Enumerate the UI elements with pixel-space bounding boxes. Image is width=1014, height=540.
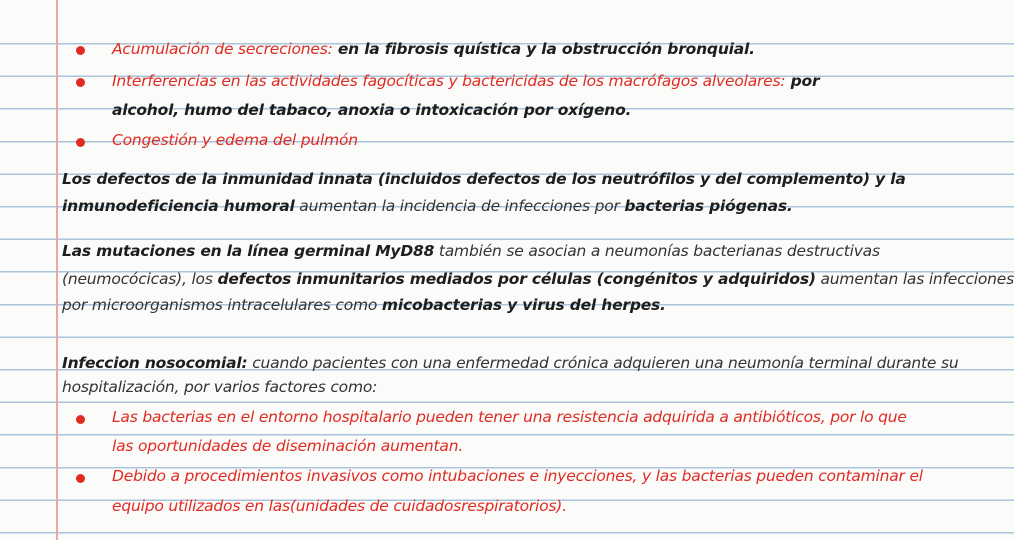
paragraph-myd88-line3	[62, 296, 666, 314]
text-segment: cuando pacientes con una enfermedad crónica adquieren una neumonía terminal durante su	[247, 354, 959, 372]
bullet-dot	[76, 138, 85, 147]
paragraph-nosocomial-line2: hospitalización, por varios factores como:	[62, 378, 378, 396]
paragraph-myd88-line2	[62, 270, 1014, 288]
text-segment: (neumocócicas), los	[62, 270, 218, 288]
term-myd88: Las mutaciones en la línea germinal MyD88	[62, 242, 435, 260]
bullet-hospitalario-line2: las oportunidades de diseminación aumentan.	[112, 437, 464, 455]
bullet-dot	[76, 78, 85, 87]
bullet-macrofagos-continuation: alcohol, humo del tabaco, anoxia o intoxicación por oxígeno.	[112, 101, 632, 119]
paragraph-myd88-line1	[62, 242, 880, 260]
term-defectos-celulares: defectos inmunitarios mediados por células (congénitos y adquiridos)	[217, 270, 816, 288]
term-humoral: inmunodeficiencia humoral	[62, 197, 295, 215]
bullet-macrofagos	[112, 72, 819, 90]
bullet-text: en la fibrosis quística y la obstrucción bronquial.	[332, 40, 755, 58]
paragraph-nosocomial-line1	[62, 354, 958, 372]
term-micobacterias: micobacterias y virus del herpes.	[381, 296, 666, 314]
bullet-congestion: Congestión y edema del pulmón	[112, 131, 358, 149]
text-segment: aumentan las infecciones	[815, 270, 1014, 288]
bullet-text: por	[785, 72, 820, 90]
term-nosocomial: Infeccion nosocomial:	[62, 354, 248, 372]
bullet-secreciones	[112, 40, 755, 58]
text-segment: por microorganismos intracelulares como	[62, 296, 382, 314]
text-segment: aumentan la incidencia de infecciones por	[294, 197, 625, 215]
bullet-dot	[76, 474, 85, 483]
bullet-procedimientos-line1: Debido a procedimientos invasivos como intubaciones e inyecciones, y las bacterias pueden contaminar el	[112, 467, 923, 485]
paragraph-innata-line2	[62, 197, 793, 215]
text-segment: también se asocian a neumonías bacterianas destructivas	[434, 242, 880, 260]
paragraph-innata-line1: Los defectos de la inmunidad innata (incluidos defectos de los neutrófilos y del complemento) y la	[62, 170, 906, 188]
bullet-dot	[76, 415, 85, 424]
bullet-label: Interferencias en las actividades fagocíticas y bactericidas de los macrófagos alveolares:	[112, 72, 786, 90]
bullet-dot	[76, 46, 85, 55]
bullet-procedimientos-line2: equipo utilizados en las(unidades de cuidadosrespiratorios).	[112, 497, 567, 515]
bullet-hospitalario-line1: Las bacterias en el entorno hospitalario pueden tener una resistencia adquirida a antibióticos, por lo que	[112, 408, 907, 426]
bullet-label: Acumulación de secreciones:	[112, 40, 333, 58]
term-piogenas: bacterias piógenas.	[624, 197, 793, 215]
